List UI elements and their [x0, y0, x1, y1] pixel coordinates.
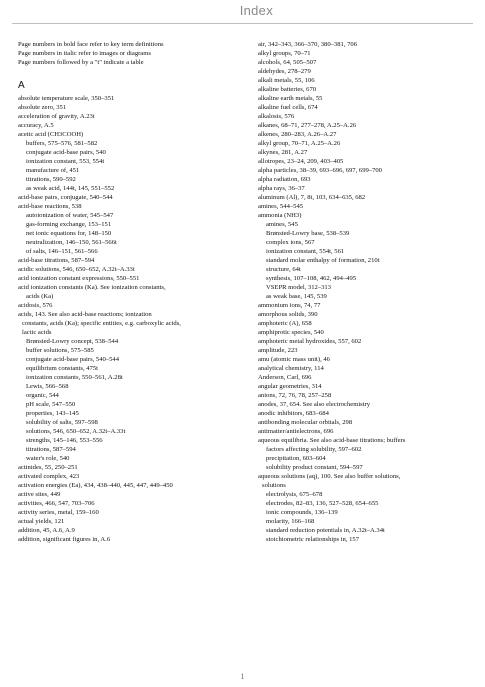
- index-entry: absolute zero, 351: [18, 104, 67, 111]
- right-entries: [258, 40, 472, 544]
- index-entry: acidic solutions, 546, 650–652, A.32t–A.33t: [18, 266, 135, 273]
- index-entry: ammonium ions, 74, 77: [258, 302, 321, 309]
- index-entry: amphoteric metal hydroxides, 557, 602: [258, 338, 362, 345]
- index-entry: alkyl group, 70–71, A.25–A.26: [258, 140, 341, 147]
- intro-note: Page numbers in bold face refer to key term definitions: [18, 41, 164, 48]
- index-entry: amphiprotic species, 540: [258, 329, 324, 336]
- index-entry: alkaline earth metals, 55: [258, 95, 323, 102]
- index-column-left: [18, 40, 240, 544]
- index-subentry: titrations, 590–592: [26, 176, 76, 183]
- index-entry: aluminum (Al), 7, 8t, 103, 634–635, 682: [258, 194, 366, 201]
- index-subentry: conjugate acid-base pairs, 540: [26, 149, 106, 156]
- index-subentry: manufacture of, 451: [26, 167, 80, 174]
- left-entries: [18, 94, 240, 544]
- index-entry: absolute temperature scale, 350–351: [18, 95, 115, 102]
- index-entry: aqueous equilibria. See also acid-base titrations; buffers: [258, 437, 406, 444]
- index-entry: acetic acid (CH3COOH): [18, 131, 84, 138]
- index-subentry: electrolysis, 675–678: [266, 491, 323, 498]
- index-subentry: solutions, 546, 650–652, A.32t–A.33t: [26, 428, 126, 435]
- index-subentry: autoionization of water, 545–547: [26, 212, 114, 219]
- index-entry: aldehydes, 278–279: [258, 68, 311, 75]
- index-entry: addition, significant figures in, A.6: [18, 536, 111, 543]
- index-subentry: solubility of salts, 597–598: [26, 419, 98, 426]
- index-subentry: acids (Ka): [26, 293, 54, 300]
- index-subentry: as weak acid, 144t, 145, 551–552: [26, 185, 115, 192]
- index-subentry: ionic compounds, 136–139: [266, 509, 338, 516]
- index-entry: Anderson, Carl, 696: [258, 374, 312, 381]
- index-subentry: water's role, 540: [26, 455, 70, 462]
- index-entry: acid-base titrations, 587–594: [18, 257, 95, 264]
- index-subentry: standard reduction potentials in, A.32t–A.34t: [266, 527, 385, 534]
- header-divider: [12, 23, 473, 24]
- index-entry: acid ionization constant expressions, 550–551: [18, 275, 140, 282]
- intro-notes: [18, 40, 240, 67]
- index-entry: active sites, 449: [18, 491, 61, 498]
- index-entry: anodes, 37, 654. See also electrochemistry: [258, 401, 371, 408]
- index-entry: amines, 544–545: [258, 203, 304, 210]
- index-entry: addition, 45, A.6, A.9: [18, 527, 75, 534]
- index-entry: alcohols, 64, 505–507: [258, 59, 317, 66]
- section-letter: A: [18, 80, 25, 91]
- index-entry: acids, 143. See also acid-base reactions; ionization: [18, 311, 152, 318]
- index-entry: aqueous solutions (aq), 100. See also buffer solutions,: [258, 473, 401, 480]
- index-entry: amplitude, 223: [258, 347, 298, 354]
- index-entry-continuation: lactic acids: [22, 329, 52, 336]
- index-entry: alkyl groups, 70–71: [258, 50, 311, 57]
- index-entry: acid-base pairs, conjugate, 540–544: [18, 194, 113, 201]
- index-entry: acceleration of gravity, A.23t: [18, 113, 95, 120]
- intro-note: Page numbers followed by a "t" indicate a table: [18, 59, 144, 66]
- index-entry: alpha rays, 36–37: [258, 185, 305, 192]
- index-subentry: properties, 143–145: [26, 410, 79, 417]
- index-subentry: factors affecting solubility, 597–602: [266, 446, 362, 453]
- index-subentry: of salts, 146–151, 561–566: [26, 248, 98, 255]
- index-entry: anodic inhibitors, 683–684: [258, 410, 329, 417]
- index-entry: activity series, metal, 159–160: [18, 509, 99, 516]
- index-entry: activated complex, 423: [18, 473, 80, 480]
- index-entry: activities, 466, 547, 703–706: [18, 500, 95, 507]
- index-entry: angular geometries, 314: [258, 383, 322, 390]
- index-entry: acid ionization constants (Ka). See ionization constants,: [18, 284, 166, 291]
- index-subentry: Brønsted-Lowry base, 538–539: [266, 230, 350, 237]
- index-entry: acidosis, 576: [18, 302, 53, 309]
- index-subentry: Brønsted-Lowry concept, 538–544: [26, 338, 119, 345]
- index-entry: air, 342–343, 366–370, 380–381, 706: [258, 41, 358, 48]
- index-subentry: ionization constant, 554t, 561: [266, 248, 345, 255]
- index-subentry: equilibrium constants, 475t: [26, 365, 98, 372]
- index-entry: alpha radiation, 693: [258, 176, 311, 183]
- spacer: [18, 67, 240, 79]
- index-subentry: amines, 545: [266, 221, 298, 228]
- index-subentry: synthesis, 107–108, 462, 494–495: [266, 275, 357, 282]
- index-entry: alkanes, 68–71, 277–278, A.25–A.26: [258, 122, 357, 129]
- index-entry: amorphous solids, 390: [258, 311, 318, 318]
- index-subentry: titrations, 587–594: [26, 446, 76, 453]
- index-subentry: standard molar enthalpy of formation, 210t: [266, 257, 380, 264]
- index-subentry: electrodes, 82–83, 136, 527–528, 654–655: [266, 500, 379, 507]
- index-subentry: net ionic equations for, 148–150: [26, 230, 112, 237]
- index-entry: alkalosis, 576: [258, 113, 295, 120]
- index-entry: amu (atomic mass unit), 46: [258, 356, 330, 363]
- index-entry: anions, 72, 76, 78, 257–258: [258, 392, 332, 399]
- index-entry: actual yields, 121: [18, 518, 65, 525]
- index-entry: alkaline fuel cells, 674: [258, 104, 318, 111]
- page-header: [0, 0, 485, 22]
- index-subentry: Lewis, 566–568: [26, 383, 69, 390]
- index-subentry: gas-forming exchange, 153–151: [26, 221, 112, 228]
- page-title: Index: [239, 3, 273, 18]
- index-subentry: solubility product constant, 594–597: [266, 464, 363, 471]
- index-subentry: neutralization, 146–150, 561–566t: [26, 239, 117, 246]
- index-subentry: VSEPR model, 312–313: [266, 284, 332, 291]
- index-subentry: complex ions, 567: [266, 239, 315, 246]
- intro-note: Page numbers in italic refer to images or diagrams: [18, 50, 151, 57]
- index-entry: actinides, 55, 250–251: [18, 464, 78, 471]
- index-entry: ammonia (NH3): [258, 212, 302, 219]
- index-subentry: ionization constant, 553, 554t: [26, 158, 105, 165]
- index-entry: activation energies (Ea), 434, 438–440, 445, 447, 449–450: [18, 482, 173, 489]
- index-entry: alpha particles, 38–39, 693–696, 697, 699–700: [258, 167, 382, 174]
- index-entry: alkali metals, 55, 106: [258, 77, 315, 84]
- index-entry: analytical chemistry, 114: [258, 365, 324, 372]
- index-column-right: [258, 40, 472, 544]
- page-number: 1: [240, 672, 245, 681]
- index-entry: antibonding molecular orbitals, 298: [258, 419, 353, 426]
- index-subentry: organic, 544: [26, 392, 59, 399]
- index-subentry: stoichiometric relationships in, 157: [266, 536, 360, 543]
- index-entry-continuation: constants, acids (Ka); specific entities, e.g. carboxylic acids,: [22, 320, 181, 327]
- index-entry: acid-base reactions, 538: [18, 203, 82, 210]
- index-entry: alkaline batteries, 670: [258, 86, 317, 93]
- index-subentry: as weak base, 145, 539: [266, 293, 327, 300]
- index-entry: alkynes, 281, A.27: [258, 149, 308, 156]
- index-entry: antimatter/antielectrons, 696: [258, 428, 334, 435]
- index-subentry: pH scale, 547–550: [26, 401, 76, 408]
- index-subentry: molarity, 166–168: [266, 518, 315, 525]
- index-entry: amphoteric (A), 658: [258, 320, 312, 327]
- index-subentry: structure, 64t: [266, 266, 301, 273]
- index-subentry: precipitation, 603–604: [266, 455, 326, 462]
- index-subentry: ionization constants, 550–561, A.28t: [26, 374, 123, 381]
- index-entry: alkenes, 280–283, A.26–A.27: [258, 131, 337, 138]
- index-entry: allotropes, 23–24, 209, 403–405: [258, 158, 344, 165]
- index-subentry: buffer solutions, 575–585: [26, 347, 94, 354]
- index-entry-continuation: solutions: [262, 482, 286, 489]
- index-subentry: buffers, 575–576, 581–582: [26, 140, 98, 147]
- index-entry: accuracy, A.5: [18, 122, 54, 129]
- index-subentry: conjugate acid-base pairs, 540–544: [26, 356, 120, 363]
- index-subentry: strengths, 145–146, 553–556: [26, 437, 103, 444]
